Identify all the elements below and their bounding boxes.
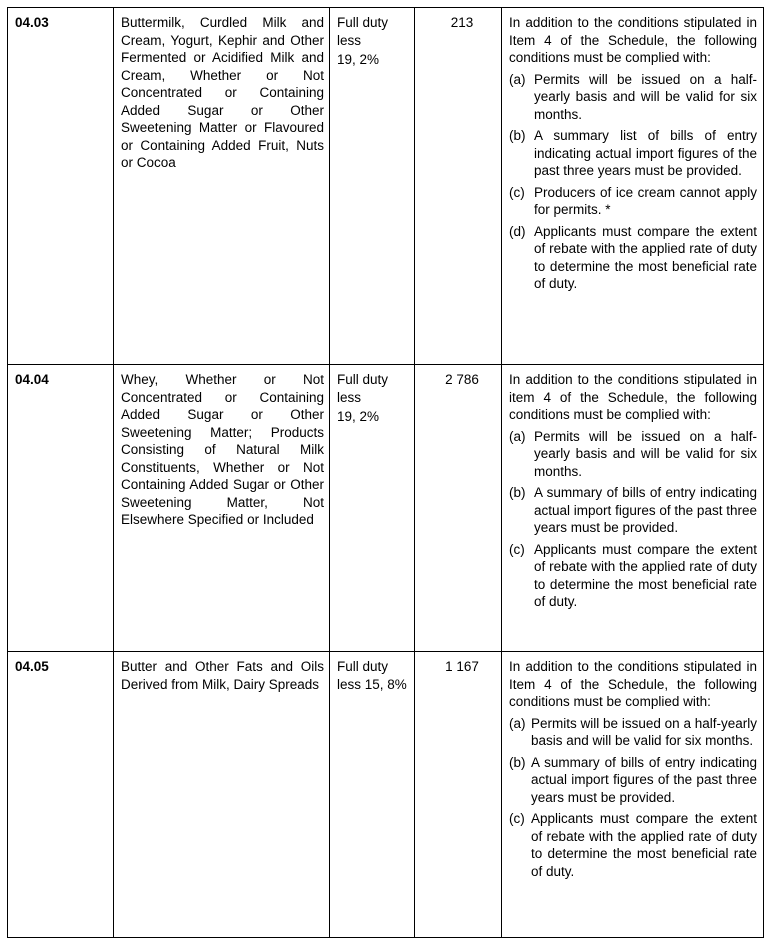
condition-marker: (c) (509, 184, 525, 200)
condition-text: Applicants must compare the extent of rebate with the applied rate of duty to determine the most beneficial rate of duty. (531, 811, 757, 879)
condition-marker: (b) (509, 485, 526, 500)
condition-text: A summary list of bills of entry indicating actual import figures of the past three years must be provided. (534, 128, 757, 178)
condition-item (509, 71, 757, 124)
tariff-code: 04.04 (15, 372, 49, 387)
condition-item (509, 184, 757, 219)
condition-marker: (c) (509, 541, 525, 557)
quantity-cell (415, 8, 502, 365)
duty-rate-percent: 19, 2% (337, 52, 380, 67)
quantity-value: 1 167 (445, 659, 479, 674)
condition-item (509, 484, 757, 537)
condition-item (509, 127, 757, 180)
description-cell (114, 365, 330, 652)
table-row (8, 8, 764, 365)
duty-rate-line: Full duty less (337, 372, 389, 405)
condition-item (509, 715, 757, 750)
condition-text: Permits will be issued on a half-yearly basis and will be valid for six months. (534, 428, 757, 479)
table-row (8, 365, 764, 652)
condition-item (509, 428, 757, 481)
quantity-value: 2 786 (445, 372, 479, 387)
description-cell (114, 8, 330, 365)
quantity-cell (415, 365, 502, 652)
duty-cell (330, 8, 415, 365)
condition-text: Permits will be issued on a half-yearly basis and will be valid for six months. (531, 715, 757, 748)
tariff-code-cell (8, 652, 114, 938)
condition-marker: (c) (509, 811, 525, 826)
quantity-cell (415, 652, 502, 938)
tariff-code-cell (8, 365, 114, 652)
product-description: Whey, Whether or Not Concentrated or Containing Added Sugar or Other Sweetening Matter; Products Consisting of Natural Milk Constituents, Whether or Not Containing Added Sugar or Other Sweetening Matter, Not Elsewhere Specified or Included (121, 372, 324, 527)
duty-cell (330, 365, 415, 652)
description-cell (114, 652, 330, 938)
conditions-cell (502, 365, 764, 652)
condition-text: A summary of bills of entry indicating actual import figures of the past three years must be provided. (534, 485, 757, 535)
condition-text: A summary of bills of entry indicating actual import figures of the past three years must be provided. (531, 754, 757, 805)
tariff-code: 04.05 (15, 659, 49, 674)
conditions-intro: In addition to the conditions stipulated in Item 4 of the Schedule, the following conditions must be complied with: (509, 15, 757, 65)
conditions-cell (502, 8, 764, 365)
condition-marker: (a) (509, 428, 526, 444)
condition-text: Producers of ice cream cannot apply for permits. * (534, 184, 757, 217)
duty-rate-percent: 19, 2% (337, 409, 380, 424)
condition-marker: (b) (509, 754, 526, 770)
condition-text: Applicants must compare the extent of rebate with the applied rate of duty to determine the most beneficial rate of duty. (534, 223, 757, 291)
condition-item (509, 541, 757, 611)
condition-marker: (b) (509, 128, 526, 143)
condition-text: Applicants must compare the extent of rebate with the applied rate of duty to determine the most beneficial rate of duty. (534, 541, 757, 609)
duty-cell (330, 652, 415, 938)
tariff-code: 04.03 (15, 15, 49, 30)
tariff-code-cell (8, 8, 114, 365)
product-description: Butter and Other Fats and Oils Derived from Milk, Dairy Spreads (121, 659, 324, 692)
conditions-list (509, 715, 757, 881)
condition-marker: (a) (509, 715, 526, 731)
conditions-list (509, 71, 757, 293)
table-row (8, 652, 764, 938)
duty-rate-line: Full duty less 15, 8% (337, 659, 407, 692)
condition-item (509, 754, 757, 807)
product-description: Buttermilk, Curdled Milk and Cream, Yogurt, Kephir and Other Fermented or Acidified Milk and Cream, Whether or Not Concentrated or Containing Added Sugar or Other Sweetening Matter or Flavoured or Containing Added Fruit, Nuts or Cocoa (121, 15, 324, 170)
condition-item (509, 223, 757, 293)
condition-marker: (d) (509, 223, 526, 239)
condition-text: Permits will be issued on a half-yearly basis and will be valid for six months. (534, 71, 757, 122)
quantity-value: 213 (450, 15, 474, 30)
duty-rate-line: Full duty less (337, 15, 389, 48)
condition-item (509, 810, 757, 880)
conditions-intro: In addition to the conditions stipulated in Item 4 of the Schedule, the following conditions must be complied with: (509, 659, 757, 709)
conditions-intro: In addition to the conditions stipulated in item 4 of the Schedule, the following conditions must be complied with: (509, 372, 757, 422)
conditions-list (509, 428, 757, 611)
tariff-schedule-table (7, 7, 764, 938)
conditions-cell (502, 652, 764, 938)
condition-marker: (a) (509, 71, 526, 87)
